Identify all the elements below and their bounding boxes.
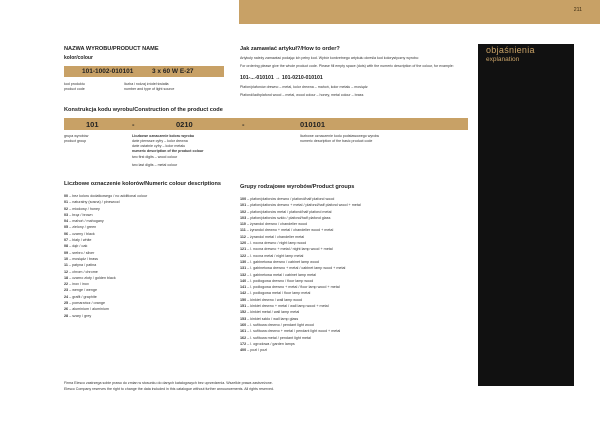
list-item: 100 – plafon/plafonów drewno / plafond/half plafond wood	[240, 197, 335, 201]
code-dash-2: -	[242, 120, 245, 129]
list-item: 122 – l. nocna metal / night lamp metal	[240, 253, 304, 258]
list-item: 153 – kinkiet szkło / wall lamp glass	[240, 316, 299, 321]
list-item: 141 – l. podłogowa drewno + metal / floor lamp wood + metal	[240, 285, 340, 290]
list-item: 22 – inox / inox	[64, 282, 89, 287]
colours-heading: Liczbowe oznaczenie kolorów/Numeric colour descriptions	[64, 181, 221, 187]
list-item: 12 – chrom / chrome	[64, 269, 98, 274]
list-item: 10 – mosiądz / brass	[64, 256, 99, 261]
list-item: 161 – l. sufitowa drewno + metal / pendant light wood + metal	[240, 329, 341, 334]
colour-description-line-5: two first digits – wood colour	[132, 155, 178, 159]
footer-disclaimer-en: Elesco Company reserves the right to change the data included in this catalogue without further announcements. All rights reserved.	[64, 387, 274, 391]
list-item: 101 – plafon/plafonów drewno + metal / plafond/half plafond wood + metal	[240, 203, 361, 208]
list-item: 28 – szary / grey	[64, 313, 92, 318]
list-item: 162 – l. sufitowa metal / pendant light metal	[240, 335, 311, 340]
code-segment-group: 101	[86, 120, 99, 129]
group-label-pl: grupa wyrobów	[64, 134, 89, 138]
product-code-band	[64, 66, 224, 77]
list-item: 132 – l. gabinetowa metal / cabinet lamp metal	[240, 272, 317, 277]
code-segment-base: 010101	[300, 120, 326, 129]
order-example-heading: 101-...-010101 → 101-0210-010101	[240, 75, 323, 81]
list-item: 152 – kinkiet metal / wall lamp metal	[240, 310, 300, 315]
list-item: 103 – plafon/plafonów szkło / plafond/half plafond glass	[240, 215, 331, 220]
list-item: 24 – grafit / graphite	[64, 294, 97, 299]
product-colour-subheading: kolor/colour	[64, 55, 93, 61]
list-item: 00 – bez koloru dodatkowego / no additional colour	[64, 194, 148, 198]
page-number: 211	[573, 7, 582, 13]
base-code-label-pl: liczbowe oznaczenie kodu podstawowego wyrobu	[300, 134, 380, 138]
list-item: 04 – mahoń / mahogany	[64, 219, 104, 224]
list-item: 151 – kinkiet drewno + metal / wall lamp wood + metal	[240, 304, 329, 309]
group-label-en: product group	[64, 139, 87, 143]
how-to-order-line-pl: Artykuły należy zamawiać podając ich pełny kod. Wybór konkretnego artykułu określa kod kolorystyczny wyrobu:	[240, 56, 419, 60]
list-item: 140 – l. podłogowa drewno / floor lamp wood	[240, 278, 314, 283]
product-code-label-pl: kod produktu	[64, 82, 85, 86]
list-item: 26 – aluminium / aluminium	[64, 307, 109, 312]
list-item: 160 – l. sufitowa drewno / pendant light wood	[240, 322, 314, 327]
list-item: 18 – czarno złoty / golden black	[64, 275, 116, 280]
footer-disclaimer-pl: Firma Elesco zastrzega sobie prawo do zmian w stosunku do danych katalogowych bez uprzedzenia. Wszelkie prawa zastrzeżone.	[64, 381, 273, 385]
sidebar-title: objaśnienia	[486, 45, 535, 55]
colour-description-heading-pl: Liczbowe oznaczenie koloru wyrobu	[132, 134, 195, 138]
groups-list	[240, 196, 361, 353]
list-item: 25 – pomarańcz / orange	[64, 301, 106, 306]
list-item: 150 – kinkiet drewno / wall lamp wood	[240, 297, 303, 302]
colours-list	[64, 193, 147, 319]
colour-description-heading-en: numeric description of the product colour	[132, 149, 204, 153]
list-item: 172 – l. ogrodowa / garden lamps	[240, 341, 295, 346]
groups-heading: Grupy rodzajowe wyrobów/Product groups	[240, 184, 355, 190]
list-item: 400 – pozł / pozł	[240, 348, 267, 353]
product-name-heading: NAZWA WYROBU/PRODUCT NAME	[64, 46, 159, 52]
list-item: 11 – patyna / patina	[64, 263, 97, 268]
colour-description-line-2: dwie pierwsze cyfry – kolor drewna	[132, 139, 188, 143]
list-item: 07 – biały / white	[64, 238, 92, 243]
colour-description-line-6: two last digits – metal colour	[132, 163, 178, 167]
how-to-order-heading: Jak zamawiać artykuł?/How to order?	[240, 46, 340, 52]
base-code-label-en: numeric description of the basic product code	[300, 139, 373, 143]
list-item: 111 – żyrandol drewno + metal / chandelier wood + metal	[240, 228, 334, 233]
sidebar-subtitle: explanation	[486, 56, 520, 63]
construction-heading: Konstrukcja kodu wyrobu/Construction of the product code	[64, 107, 223, 113]
how-to-order-line-en: For ordering please give the whole product code. Please fill empty space (dots) with the numeric description of the colour, for example:	[240, 64, 454, 68]
list-item: 121 – l. nocna drewno + metal / night lamp wood + metal	[240, 247, 333, 252]
list-item: 142 – l. podłogowa metal / floor lamp metal	[240, 291, 311, 296]
list-item: 09 – srebro / silver	[64, 250, 95, 255]
order-example-pl: Plafon/plafonów drewno – metal, kolor drewna – mahoń, kolor metalu – mosiądz	[240, 85, 368, 89]
top-accent-bar	[239, 0, 600, 24]
list-item: 131 – l. gabinetowa drewno + metal / cabinet lamp wood + metal	[240, 266, 346, 271]
list-item: 110 – żyrandol drewno / chandelier wood	[240, 222, 308, 227]
light-source-label-pl: liczba i rodzaj źródeł światła	[124, 82, 169, 86]
list-item: 23 – wenge / wenge	[64, 288, 98, 293]
code-dash-1: -	[132, 120, 135, 129]
code-construction-band	[64, 118, 468, 130]
list-item: 05 – zielony / green	[64, 225, 97, 230]
product-code-label-en: product code	[64, 87, 85, 91]
order-example-en: Plafond/ladhplafond wood – metal, wood colour – honey, metal colour – brass	[240, 93, 364, 97]
list-item: 03 – brąz / brown	[64, 212, 93, 217]
list-item: 112 – żyrandol metal / chandelier metal	[240, 234, 305, 239]
light-source: 3 x 60 W E-27	[152, 68, 194, 75]
list-item: 102 – plafon/plafonów metal / plafond/half plafond metal	[240, 209, 332, 214]
list-item: 130 – l. gabinetowa drewno / cabinet lamp wood	[240, 259, 319, 264]
light-source-label-en: number and type of light source	[124, 87, 175, 91]
product-code: 101-1002-010101	[82, 68, 134, 75]
colour-description-line-3: dwie ostatnie cyfry – kolor metalu	[132, 144, 186, 148]
explanation-sidebar	[478, 44, 574, 386]
list-item: 08 – dąb / oak	[64, 244, 88, 249]
list-item: 06 – czarny / black	[64, 231, 95, 236]
list-item: 01 – naturalny (sosna) / pinewood	[64, 200, 120, 205]
list-item: 120 – l. nocna drewno / night lamp wood	[240, 241, 307, 246]
list-item: 02 – miodowy / honey	[64, 206, 100, 211]
code-segment-colour: 0210	[176, 120, 193, 129]
